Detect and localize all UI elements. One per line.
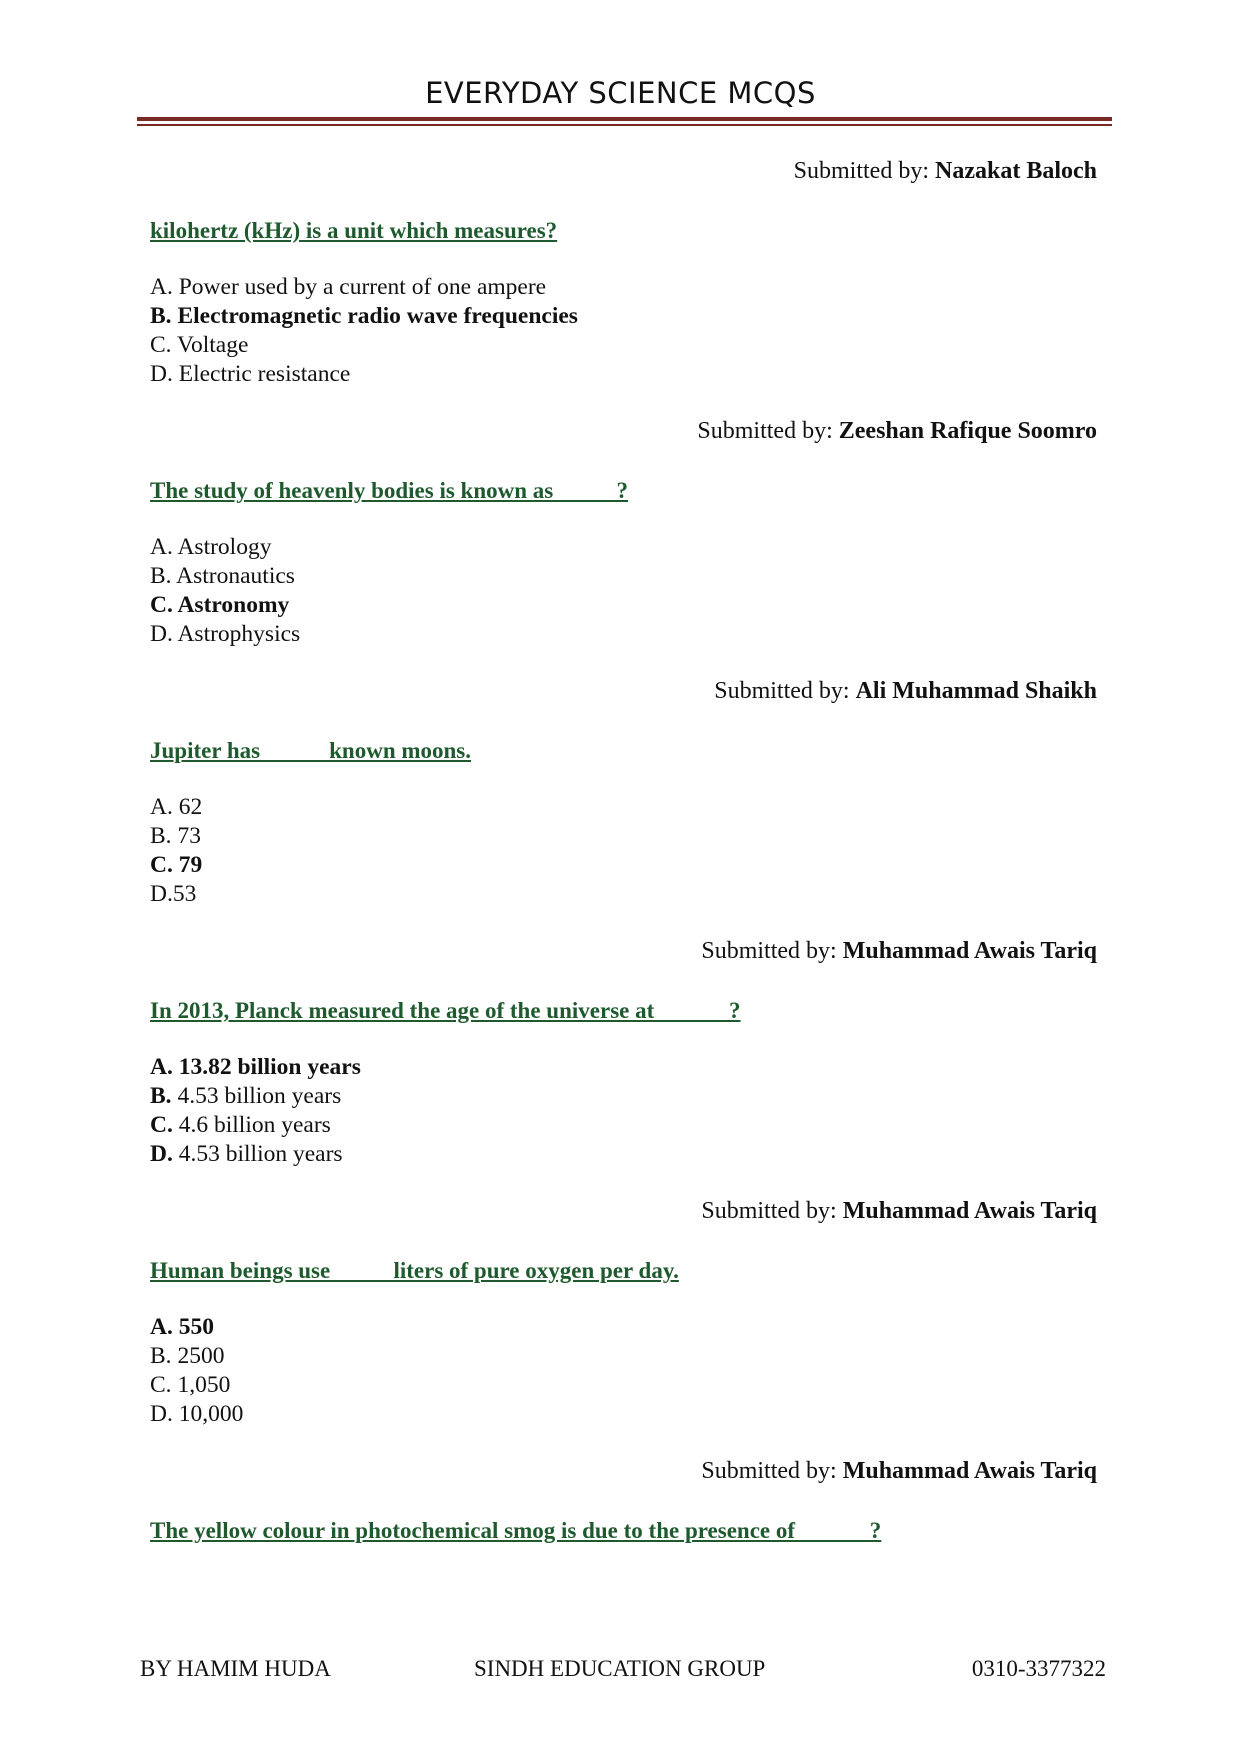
option-a-correct: A. 550: [150, 1314, 214, 1340]
option-d: D. 4.53 billion years: [150, 1141, 343, 1167]
option-b: B. 2500: [150, 1343, 225, 1369]
option-c: C. Voltage: [150, 332, 249, 358]
footer-phone: 0310-3377322: [971, 1656, 1106, 1681]
option-d: D.53: [150, 881, 197, 907]
option-c-correct: C. 79: [150, 852, 203, 878]
question: Jupiter has known moons.: [150, 738, 472, 763]
footer-author: BY HAMIM HUDA: [140, 1656, 331, 1681]
submitted-by: Submitted by: Muhammad Awais Tariq: [701, 1458, 1097, 1484]
option-c: C. 4.6 billion years: [150, 1112, 331, 1138]
options-list: [150, 1053, 361, 1169]
option-b: B. Astronautics: [150, 563, 295, 589]
submitted-by: Submitted by: Ali Muhammad Shaikh: [714, 678, 1097, 704]
question: kilohertz (kHz) is a unit which measures?: [150, 218, 558, 243]
option-b-correct: B. Electromagnetic radio wave frequencies: [150, 303, 578, 329]
question: In 2013, Planck measured the age of the universe at ?: [150, 998, 741, 1023]
options-list: [150, 533, 300, 649]
options-list: [150, 273, 578, 389]
question: The study of heavenly bodies is known as ?: [150, 478, 628, 503]
option-c: C. 1,050: [150, 1372, 231, 1398]
option-d: D. Astrophysics: [150, 621, 301, 647]
options-list: [150, 1313, 243, 1429]
question: Human beings use liters of pure oxygen per day.: [150, 1258, 679, 1283]
option-b: B. 4.53 billion years: [150, 1083, 342, 1109]
option-a: A. 62: [150, 794, 203, 820]
question: The yellow colour in photochemical smog is due to the presence of ?: [150, 1518, 882, 1543]
options-list: [150, 793, 202, 909]
header-rule-thick: [137, 117, 1112, 121]
page-title: EVERYDAY SCIENCE MCQS: [425, 76, 816, 110]
option-a-correct: A. 13.82 billion years: [150, 1054, 361, 1080]
submitted-by: Submitted by: Muhammad Awais Tariq: [701, 938, 1097, 964]
option-c-correct: C. Astronomy: [150, 592, 290, 618]
option-b: B. 73: [150, 823, 201, 849]
submitted-by: Submitted by: Muhammad Awais Tariq: [701, 1198, 1097, 1224]
option-d: D. Electric resistance: [150, 361, 351, 387]
submitted-by: Submitted by: Zeeshan Rafique Soomro: [697, 418, 1097, 444]
option-a: A. Astrology: [150, 534, 272, 560]
submitted-by: Submitted by: Nazakat Baloch: [793, 158, 1097, 184]
footer-organization: SINDH EDUCATION GROUP: [474, 1656, 766, 1681]
option-d: D. 10,000: [150, 1401, 244, 1427]
option-a: A. Power used by a current of one ampere: [150, 274, 547, 300]
header-rule-thin: [137, 124, 1112, 126]
